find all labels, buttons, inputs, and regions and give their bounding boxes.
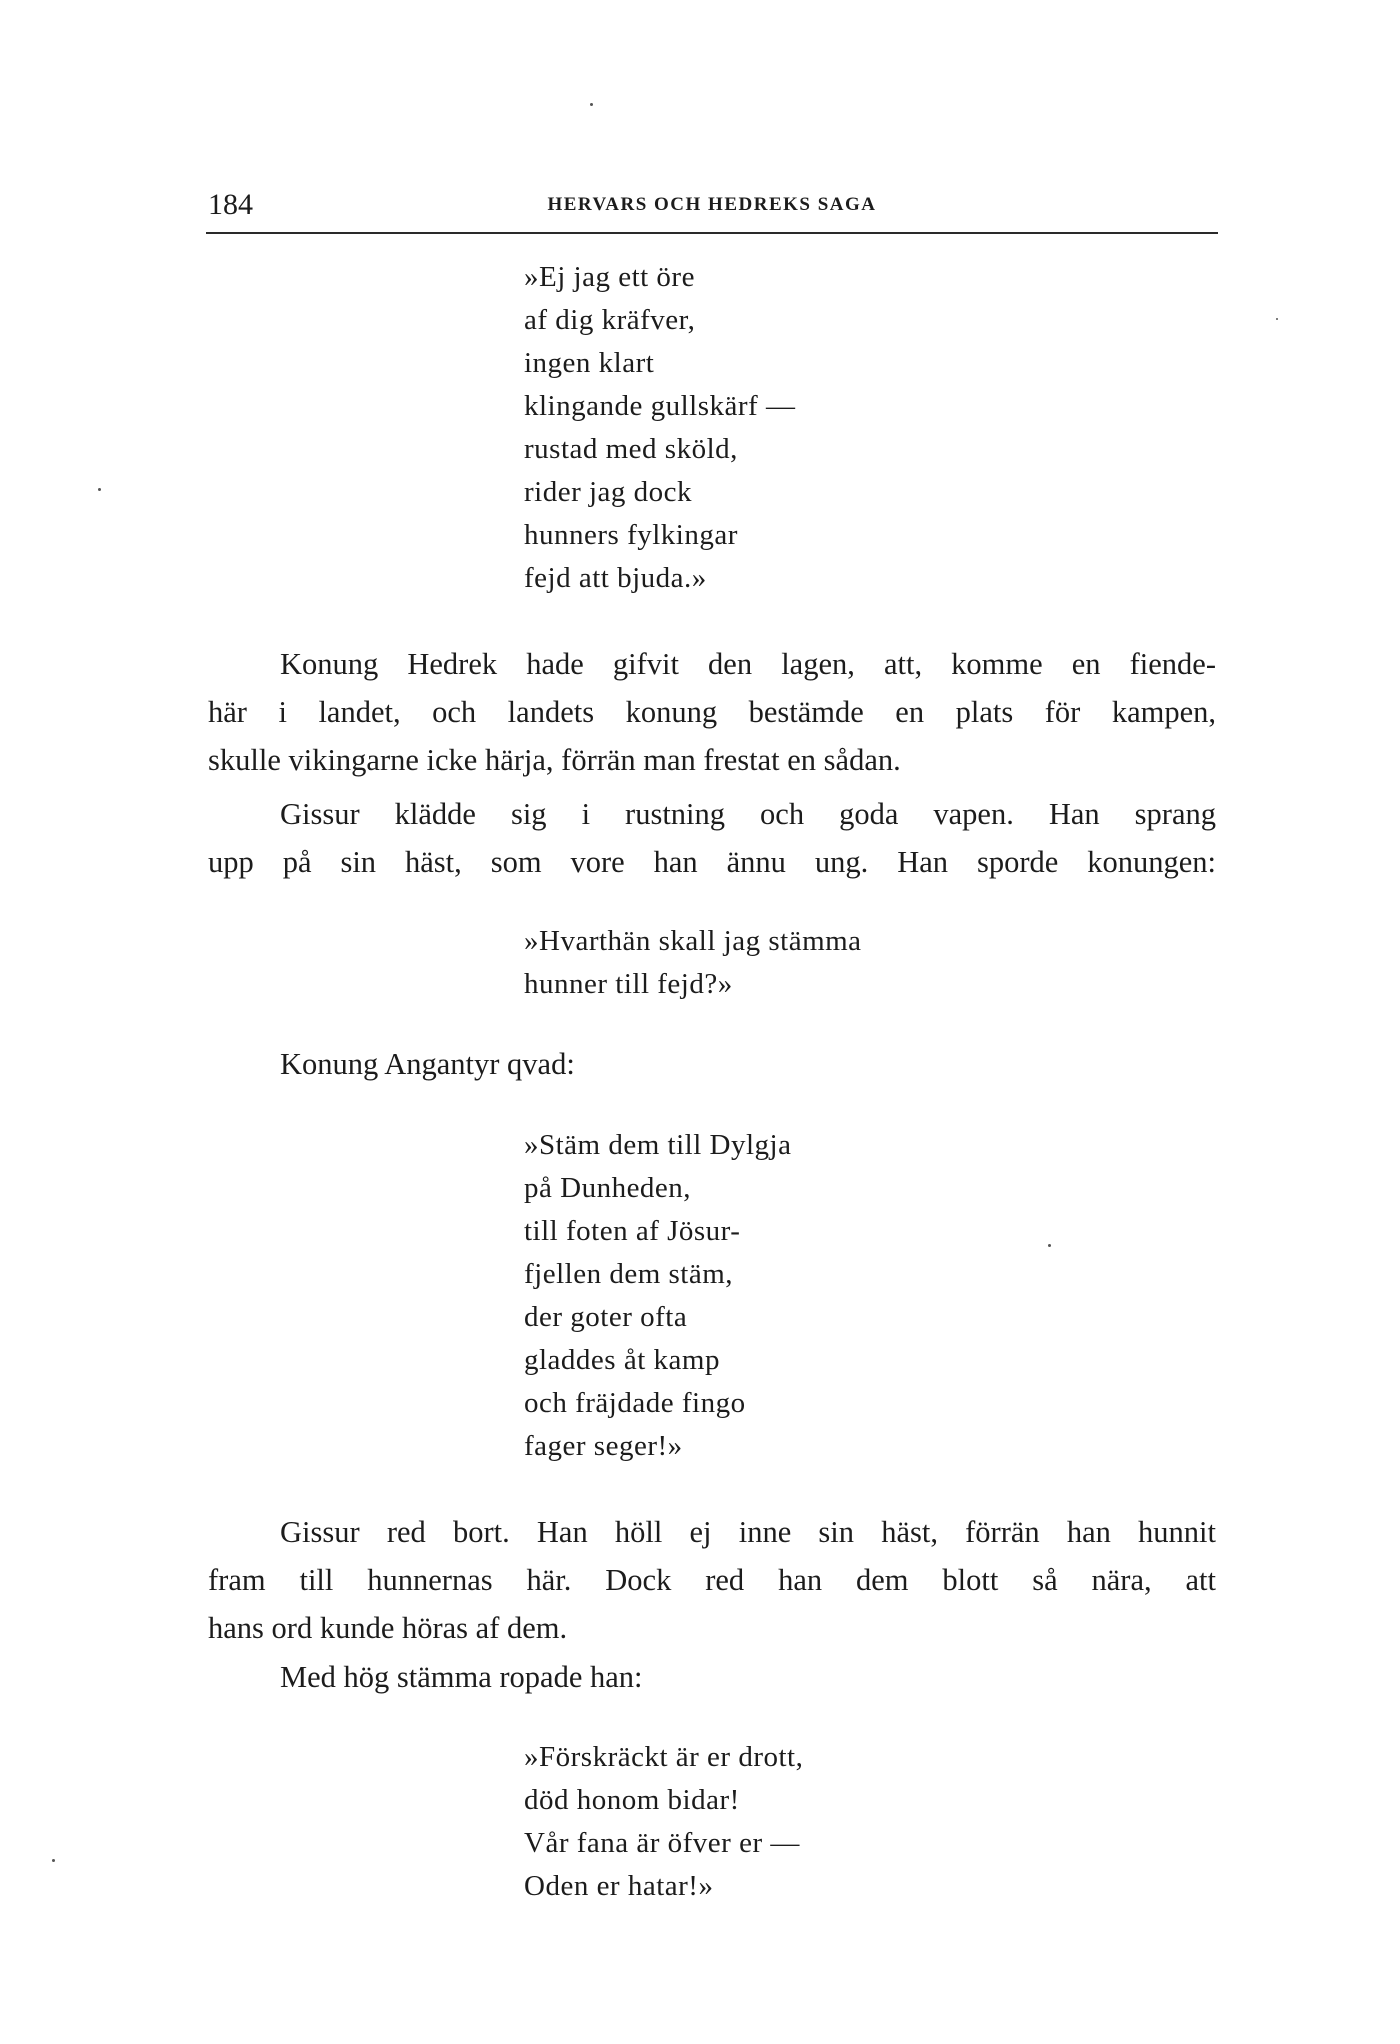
paper-speck (590, 103, 593, 106)
verse-line: död honom bidar! (524, 1784, 740, 1816)
verse-line: fager seger!» (524, 1430, 683, 1462)
paragraph-hedrek-law (208, 640, 1216, 784)
paper-speck (1276, 318, 1278, 320)
verse-stanza-4 (524, 1736, 803, 1908)
verse-line: gladdes åt kamp (524, 1344, 720, 1376)
verse-line: klingande gullskärf — (524, 390, 796, 422)
verse-line: af dig kräfver, (524, 304, 696, 336)
text-line: hans ord kunde höras af dem. (208, 1611, 568, 1645)
paragraph-gissur-calls (208, 1653, 1216, 1701)
verse-line: ingen klart (524, 347, 655, 379)
text-line: skulle vikingarne icke härja, förrän man frestat en sådan. (208, 743, 901, 777)
text-line: här i landet, och landets konung bestämde en plats för kampen, (208, 695, 1216, 729)
verse-line: »Stäm dem till Dylgja (524, 1129, 792, 1161)
text-line: Gissur klädde sig i rustning och goda vapen. Han sprang (280, 797, 1216, 831)
text-line: Gissur red bort. Han höll ej inne sin häst, förrän han hunnit (280, 1515, 1216, 1549)
verse-stanza-1 (524, 256, 795, 600)
header-rule (206, 232, 1218, 234)
paragraph-angantyr (208, 1040, 1216, 1088)
page-number: 184 (208, 188, 253, 221)
verse-line: »Ej jag ett öre (524, 261, 695, 293)
verse-line: till foten af Jösur- (524, 1215, 741, 1247)
paper-speck (1048, 1244, 1051, 1247)
verse-line: »Hvarthän skall jag stämma (524, 925, 862, 957)
verse-line: fjellen dem stäm, (524, 1258, 734, 1290)
paragraph-gissur-rides (208, 1508, 1216, 1652)
verse-line: Vår fana är öfver er — (524, 1827, 800, 1859)
verse-line: hunner till fejd?» (524, 968, 733, 1000)
text-line: upp på sin häst, som vore han ännu ung. Han sporde konungen: (208, 845, 1216, 879)
paper-speck (52, 1859, 55, 1862)
paragraph-gissur-armour (208, 790, 1216, 886)
verse-line: »Förskräckt är er drott, (524, 1741, 804, 1773)
verse-line: rider jag dock (524, 476, 693, 508)
text-line: fram till hunnernas här. Dock red han dem blott så nära, att (208, 1563, 1216, 1597)
paper-speck (98, 488, 101, 491)
verse-line: fejd att bjuda.» (524, 562, 707, 594)
verse-line: Oden er hatar!» (524, 1870, 714, 1902)
verse-line: rustad med sköld, (524, 433, 738, 465)
verse-stanza-3 (524, 1124, 791, 1468)
text-line: Konung Angantyr qvad: (280, 1047, 575, 1081)
verse-line: der goter ofta (524, 1301, 688, 1333)
text-line: Med hög stämma ropade han: (280, 1660, 643, 1694)
verse-line: och fräjdade fingo (524, 1387, 746, 1419)
verse-stanza-2 (524, 920, 862, 1006)
text-line: Konung Hedrek hade gifvit den lagen, att, komme en fiende- (280, 647, 1216, 681)
page-header (208, 185, 1216, 225)
running-title: HERVARS OCH HEDREKS SAGA (547, 194, 877, 215)
verse-line: hunners fylkingar (524, 519, 738, 551)
verse-line: på Dunheden, (524, 1172, 692, 1204)
